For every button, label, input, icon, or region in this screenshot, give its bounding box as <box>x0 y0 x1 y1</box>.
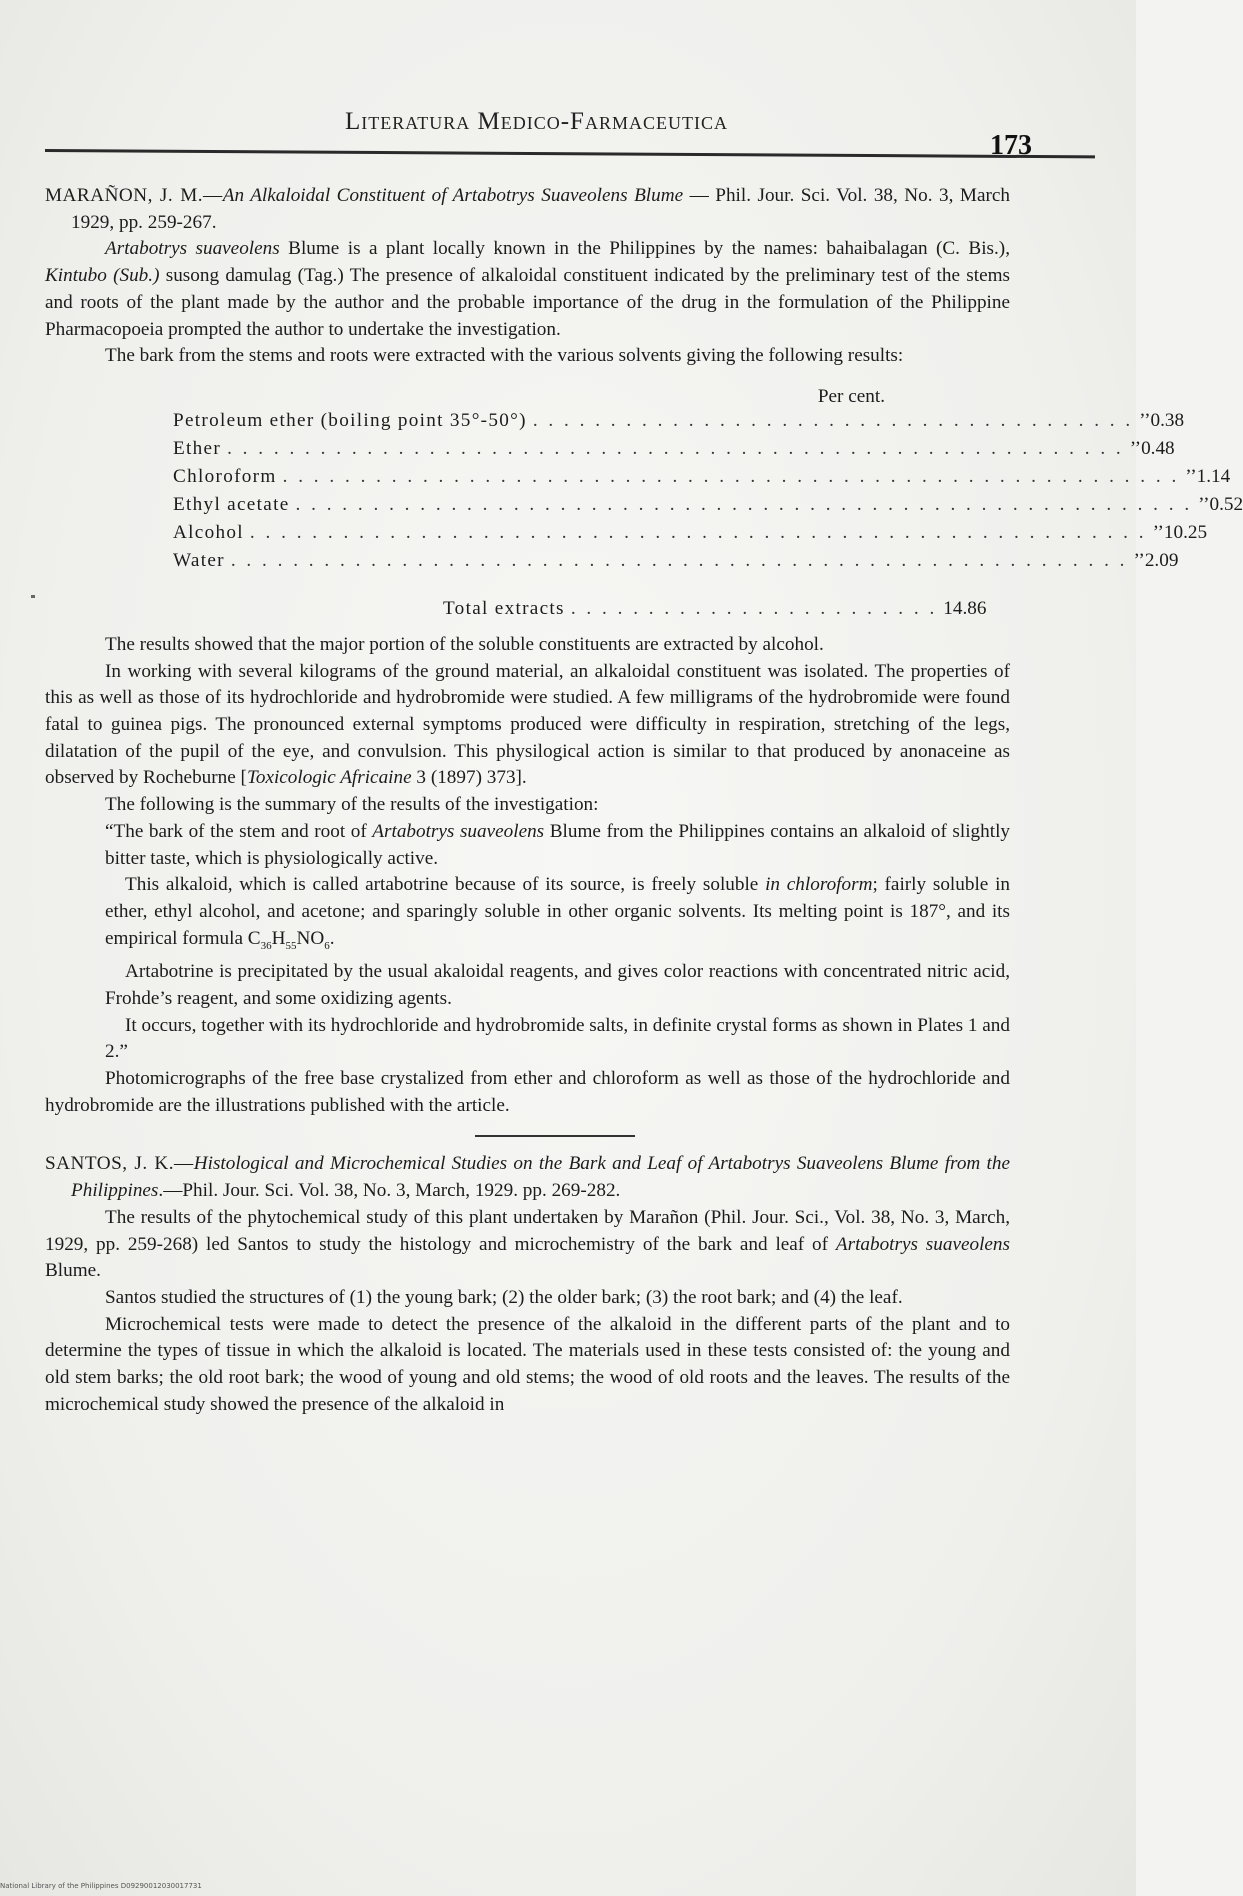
leader-dots: . . . . . . . . . . . . . . . . . . . . . . . . . . . . . . . . . . . . . . . <box>532 409 1134 431</box>
quote-1-text-b: Blume from the Philippines contains an alkaloid of slightly bitter taste, which is physiologically active. <box>105 820 1010 869</box>
entry-1-paragraph-3: The results showed that the major portion of the soluble constituents are extracted by alcohol. <box>105 633 824 655</box>
entry-1-paragraph-1 <box>45 236 1010 343</box>
entry-2-author: SANTOS, J. K.— <box>45 1153 194 1175</box>
solvent-value: 0.48 <box>1141 437 1175 459</box>
ditto-mark: ’’ <box>1129 437 1142 459</box>
solvent-row <box>173 436 1175 464</box>
ditto-mark: ’’ <box>1185 465 1197 487</box>
article-body <box>45 183 1243 1418</box>
species-name: Artabotrys suaveolens <box>372 820 545 842</box>
solvent-value: 0.52 <box>1209 493 1243 515</box>
journal-name: Toxicologic Africaine <box>246 767 412 789</box>
entry-1-p1-text-a: Blume is a plant locally known in the Philippines by the names: bahaibalagan (C. Bis.), <box>279 238 1010 260</box>
solvent-row <box>173 408 1185 436</box>
species-name: Artabotrys suaveolens <box>835 1233 1010 1255</box>
entry-2-p1-text-a: The results of the phytochemical study of this plant undertaken by Marañon (Phil. Jour. Sci., Vol. 38, No. 3, March, 1929, pp. 259-268) led Santos to study the histology and microchemistry of the bark and leaf of <box>45 1206 1010 1255</box>
entry-2-p1-text-b: Blume. <box>45 1260 101 1282</box>
solvent-value: 0.38 <box>1150 409 1185 431</box>
leader-dots: . . . . . . . . . . . . . . . . . . . . . . . . . . . . . . . . . . . . . . . . . . . . . . . . . . . . . . . . . . <box>230 549 1128 571</box>
entry-1-heading <box>45 183 1010 236</box>
total-value: 14.86 <box>943 597 987 619</box>
quote-2-text-b: ; fairly soluble in ether, ethyl alcohol, and acetone; and sparingly soluble in other organic solvents. Its melting point is 187°, and its empirical formula <box>105 874 1011 949</box>
summary-quote-4: It occurs, together with its hydrochloride and hydrobromide salts, in definite crystal forms as shown in Plates 1 and 2.” <box>105 1014 1010 1063</box>
page-header <box>0 100 1136 160</box>
formula-c-sub: 36 <box>260 939 272 952</box>
entry-1-p1-kintubo: Kintubo (Sub.) <box>45 265 160 287</box>
section-divider <box>475 1135 635 1137</box>
running-title: Literatura Medico-Farmaceutica <box>345 108 728 135</box>
solvent-value: 10.25 <box>1163 521 1208 543</box>
solvent-row <box>173 492 1243 520</box>
entry-1-p1-text-b: susong damulag (Tag.) The presence of alkaloidal constituent indicated by the preliminary test of the stems and roots of the plant made by the author and the probable importance of the drug in the formulation of the Philippine Pharmacopoeia prompted the author to undertake the investigation. <box>45 265 1010 340</box>
total-row <box>173 596 987 626</box>
solvent-name: Ether <box>173 437 222 459</box>
entry-1-paragraph-5: The following is the summary of the results of the investigation: <box>105 794 599 816</box>
leader-dots: . . . . . . . . . . . . . . . . . . . . . . . . . . . . . . . . . . . . . . . . . . . . . . . . . . . . . . . . . . <box>249 521 1147 543</box>
species-name: Artabotrys suaveolens <box>105 238 280 260</box>
entry-2-paragraph-1 <box>45 1205 1010 1285</box>
entry-1-paragraph-2: The bark from the stems and roots were extracted with the various solvents giving the following results: <box>105 345 904 367</box>
entry-1-p4-text-b: 3 (1897) 373]. <box>411 767 527 789</box>
entry-1-p4-text-a: In working with several kilograms of the ground material, an alkaloidal constituent was isolated. The properties of this as well as those of its hydrochloride and hydrobromide were studied. A few milligrams of the hydrobromide were found fatal to guinea pigs. The pronounced external symptoms produced were difficulty in respiration, stretching of the legs, dilatation of the pupil of the eye, and convulsion. This physilogical action is similar to that produced by anonaceine as observed by Rocheburne [ <box>45 660 1010 789</box>
quote-2-text-a: This alkaloid, which is called artabotrine because of its source, is freely soluble <box>125 874 766 896</box>
summary-quote-2 <box>45 872 1010 959</box>
leader-dots: . . . . . . . . . . . . . . . . . . . . . . . . . . . . . . . . . . . . . . . . . . . . . . . . . . . . . . . . . . <box>227 437 1124 459</box>
formula-h-sub: 55 <box>285 939 297 952</box>
formula-h: H <box>271 927 286 949</box>
leader-dots: . . . . . . . . . . . . . . . . . . . . . . . . . . . . . . . . . . . . . . . . . . . . . . . . . . . . . . . . . . <box>282 465 1180 487</box>
summary-quote-3: Artabotrine is precipitated by the usual akaloidal reagents, and gives color reactions with concentrated nitric acid, Frohde’s reagent, and some oxidizing agents. <box>105 961 1010 1009</box>
ditto-mark: ’’ <box>1139 409 1151 431</box>
formula-o-sub: 6 <box>324 939 330 952</box>
quote-2-chloroform: in chloroform <box>765 874 873 896</box>
formula-end: . <box>329 927 335 949</box>
entry-1-paragraph-6: Photomicrographs of the free base crystalized from ether and chloroform as well as those of the hydrochloride and hydrobromide are the illustrations published with the article. <box>45 1068 1010 1116</box>
solvent-name: Alcohol <box>173 521 244 543</box>
library-footer: National Library of the Philippines D09290012030017731 <box>0 1882 202 1890</box>
formula-no: NO <box>296 927 325 949</box>
entry-2-paragraph-2: Santos studied the structures of (1) the young bark; (2) the older bark; (3) the root bark; and (4) the leaf. <box>105 1286 903 1308</box>
margin-mark <box>31 595 35 598</box>
entry-1-citation: — Phil. Jour. Sci. Vol. 38, No. 3, March 1929, pp. 259-267. <box>71 185 1010 233</box>
solvent-name: Petroleum ether (boiling point 35°-50°) <box>173 409 527 431</box>
solvent-name: Water <box>173 549 225 571</box>
header-rule <box>45 149 1095 158</box>
page-number: 173 <box>990 130 1032 161</box>
leader-dots: . . . . . . . . . . . . . . . . . . . . . . . . . . . . . . . . . . . . . . . . . . . . . . . . . . . . . . . . . . <box>295 493 1193 515</box>
entry-1-author: MARAÑON, J. M.— <box>45 185 223 206</box>
ditto-mark: ’’ <box>1133 549 1145 571</box>
percent-heading: Per cent. <box>817 385 885 407</box>
entry-2-heading <box>45 1151 1010 1204</box>
entry-1-title: An Alkaloidal Constituent of Artabotrys Suaveolens Blume <box>222 185 684 206</box>
entry-2-citation: .—Phil. Jour. Sci. Vol. 38, No. 3, March, 1929. pp. 269-282. <box>158 1180 621 1202</box>
solvent-value: 2.09 <box>1144 549 1179 571</box>
entry-2-title: Histological and Microchemical Studies on the Bark and Leaf of Artabotrys Suaveolens Blume from the Philippines <box>71 1153 1010 1202</box>
quote-1-text-a: “The bark of the stem and root of <box>105 820 373 842</box>
solvent-row <box>173 520 1208 548</box>
formula-c: C <box>247 927 261 949</box>
solvent-name: Ethyl acetate <box>173 493 290 515</box>
ditto-mark: ’’ <box>1152 521 1164 543</box>
ditto-mark: ’’ <box>1198 493 1210 515</box>
solvent-table <box>173 384 1243 626</box>
leader-dots: . . . . . . . . . . . . . . . . . . . . . . . . <box>570 597 938 619</box>
solvent-value: 1.14 <box>1196 465 1231 487</box>
solvent-row <box>173 464 1231 492</box>
summary-quote-1 <box>45 819 1010 872</box>
solvent-row <box>173 548 1179 576</box>
entry-1-paragraph-4 <box>45 659 1010 793</box>
solvent-name: Chloroform <box>173 465 277 487</box>
total-label: Total extracts <box>443 597 565 619</box>
empirical-formula <box>247 927 335 952</box>
entry-2-paragraph-3: Microchemical tests were made to detect the presence of the alkaloid in the different parts of the plant and to determine the types of tissue in which the alkaloid is located. The materials used in these tests consisted of: the young and old stem barks; the old root bark; the wood of young and old stems; the wood of old roots and the leaves. The results of the microchemical study showed the presence of the alkaloid in <box>45 1313 1010 1415</box>
